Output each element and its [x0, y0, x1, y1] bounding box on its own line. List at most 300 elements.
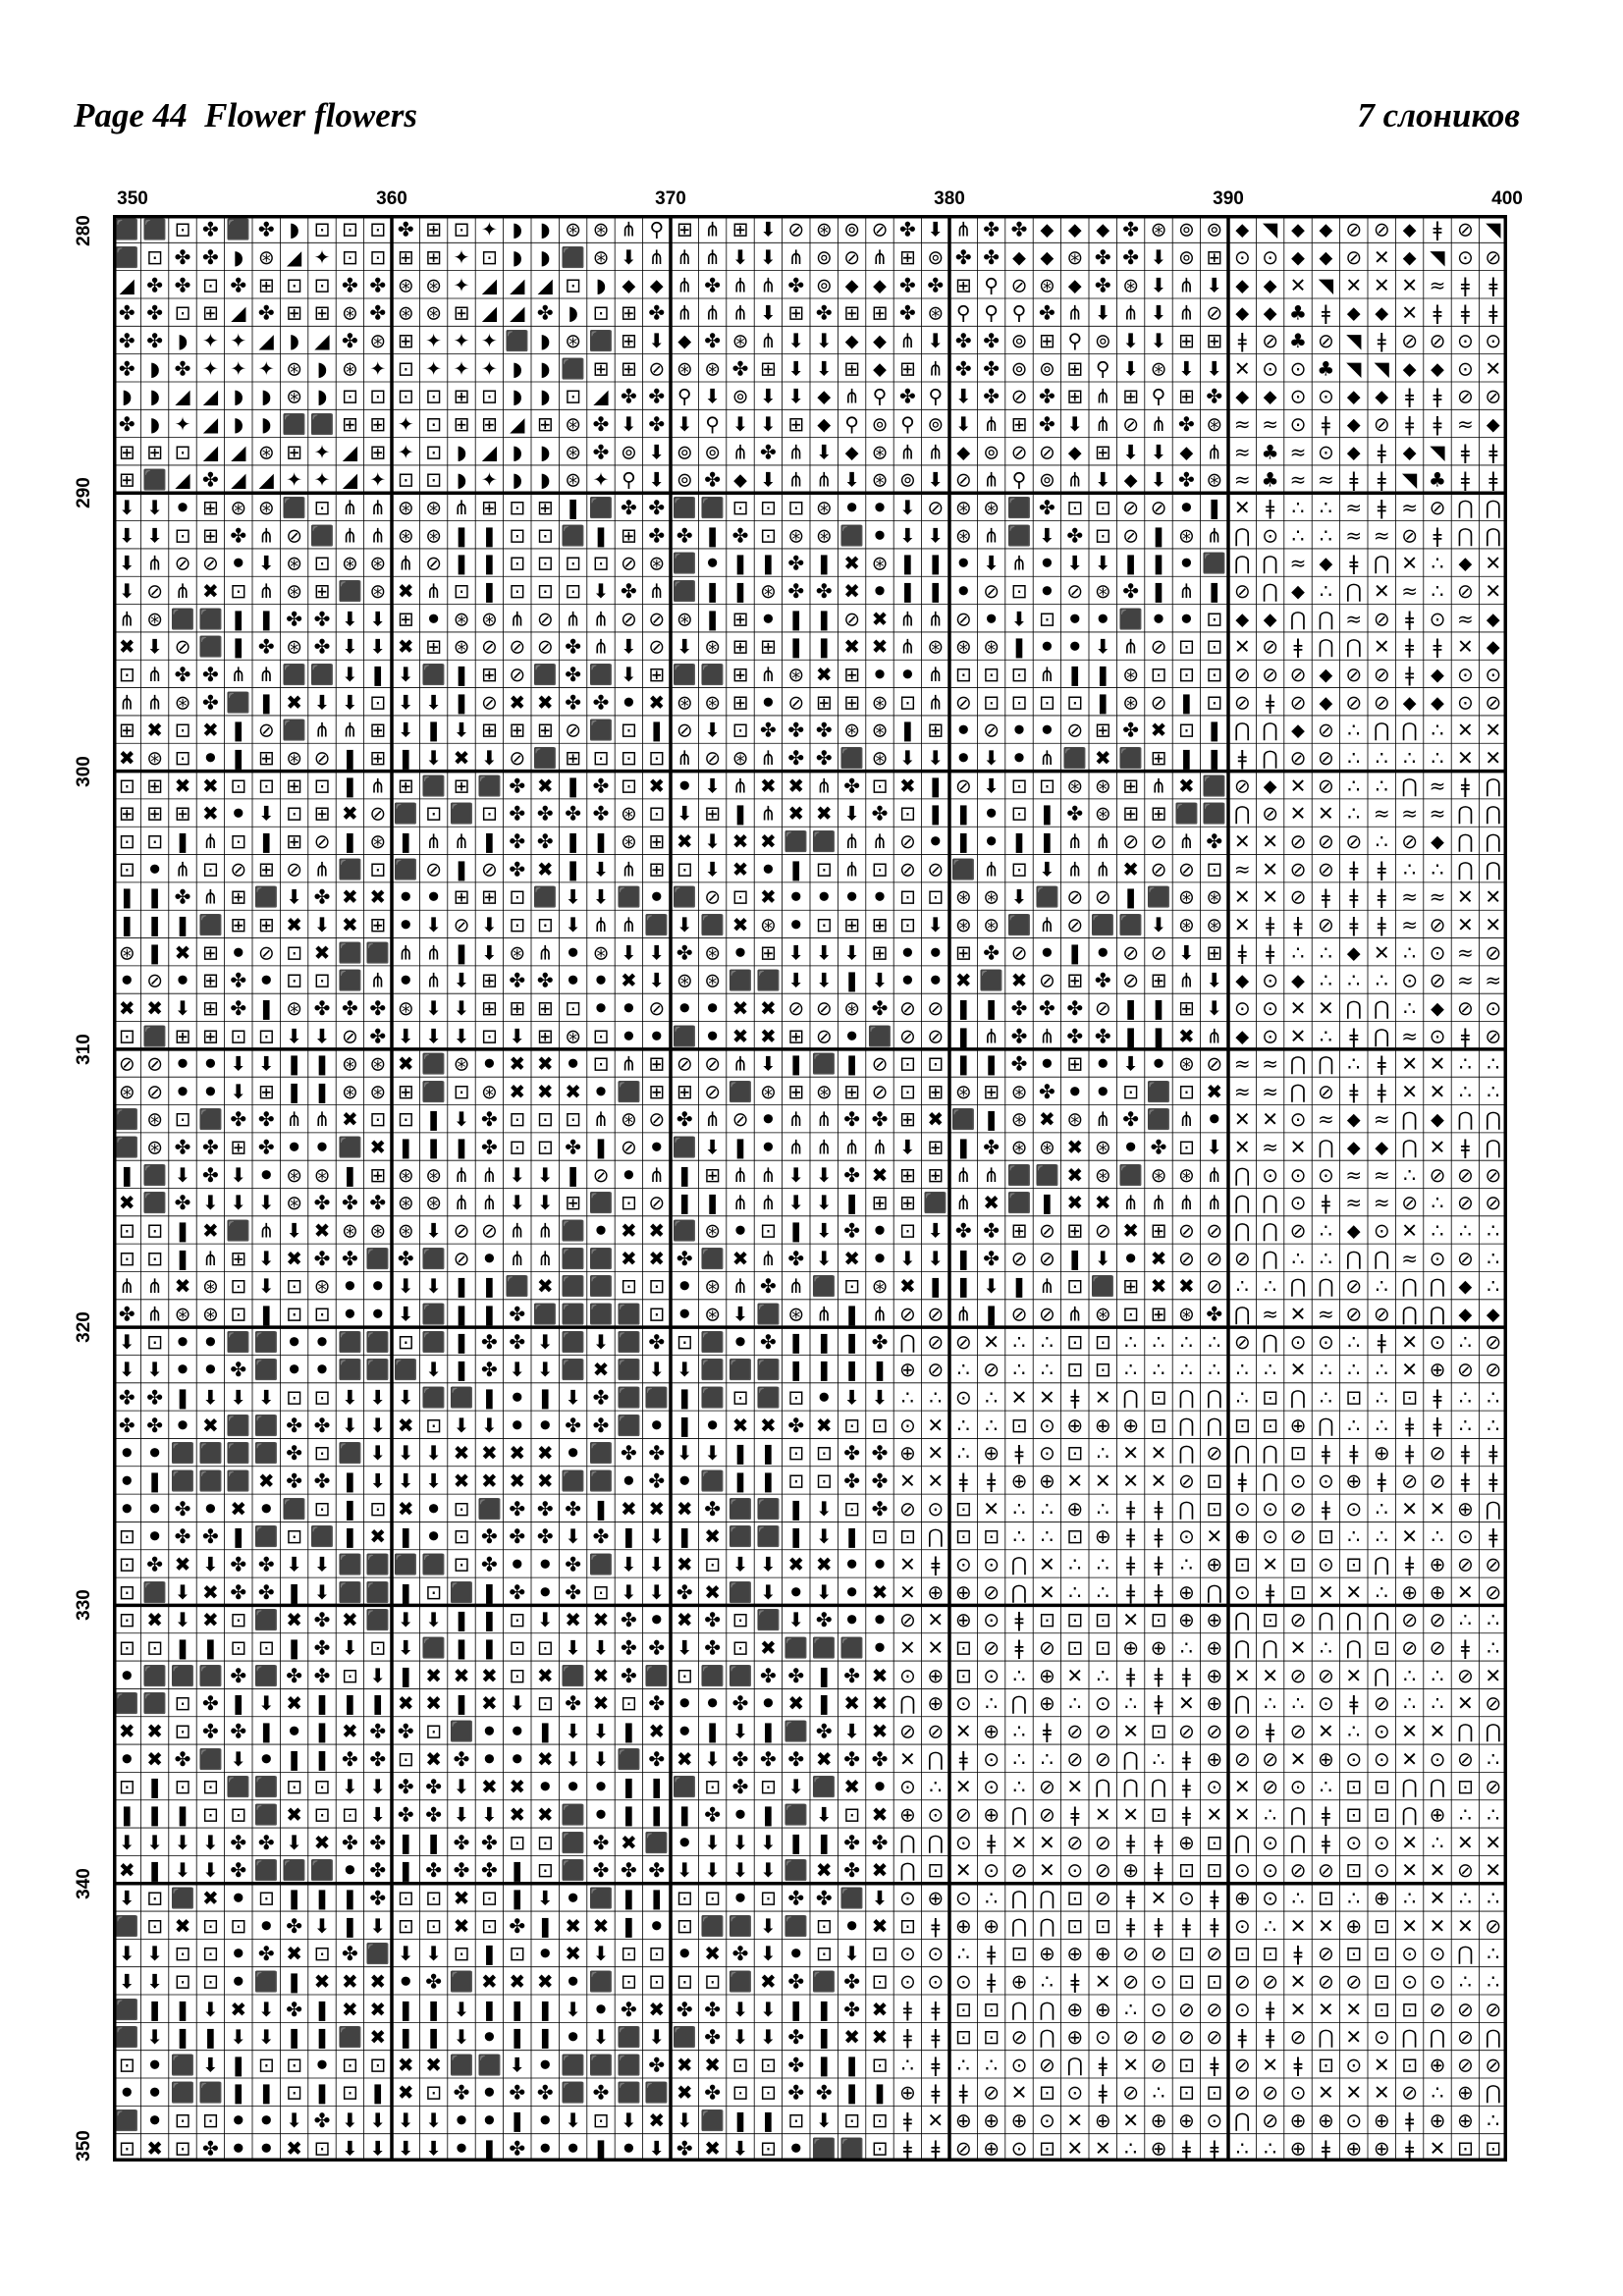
svg-text:⊙: ⊙: [1233, 1913, 1251, 1938]
svg-text:⊡: ⊡: [174, 1691, 191, 1716]
svg-text:⚫: ⚫: [146, 857, 163, 881]
svg-text:✕: ✕: [954, 1858, 972, 1883]
svg-text:✖: ✖: [787, 1691, 805, 1716]
svg-text:⋔: ⋔: [927, 662, 945, 686]
svg-text:✖: ✖: [509, 690, 526, 715]
svg-text:⊙: ⊙: [1485, 329, 1502, 353]
svg-text:✖: ✖: [286, 1802, 302, 1827]
svg-text:⚫: ⚫: [481, 1246, 498, 1270]
svg-text:❚: ❚: [453, 1358, 470, 1382]
svg-text:⊡: ⊡: [1289, 1441, 1307, 1466]
svg-text:⬇: ⬇: [202, 1997, 219, 2021]
svg-text:ǂ: ǂ: [1266, 1997, 1275, 2021]
svg-text:❚: ❚: [257, 828, 275, 853]
svg-text:⬛: ⬛: [672, 1218, 697, 1243]
svg-text:✕: ✕: [1457, 1691, 1474, 1716]
svg-text:⬇: ⬇: [1122, 1051, 1139, 1076]
svg-text:⋂: ⋂: [1485, 1135, 1502, 1159]
svg-text:⋔: ⋔: [1178, 1191, 1195, 1215]
svg-text:⬇: ⬇: [1094, 551, 1111, 575]
svg-text:ǂ: ǂ: [1210, 2053, 1219, 2077]
svg-text:✤: ✤: [1066, 523, 1084, 548]
svg-text:∴: ∴: [1403, 1162, 1416, 1187]
svg-text:⚫: ⚫: [676, 1302, 693, 1326]
svg-text:✕: ✕: [1233, 1802, 1251, 1827]
svg-text:⬇: ⬇: [621, 940, 637, 965]
svg-text:ǂ: ǂ: [1293, 1942, 1303, 1966]
svg-text:⊛: ⊛: [787, 1302, 805, 1326]
svg-text:⊕: ⊕: [954, 1913, 972, 1938]
svg-text:⬛: ⬛: [672, 551, 697, 575]
svg-text:⬛: ⬛: [1090, 1274, 1115, 1299]
svg-text:⊡: ⊡: [983, 2025, 1000, 2050]
svg-text:⊛: ⊛: [425, 300, 442, 325]
svg-text:⋂: ⋂: [1262, 1246, 1278, 1270]
svg-text:⋂: ⋂: [899, 1691, 916, 1716]
svg-text:♣: ♣: [1289, 329, 1307, 353]
svg-text:⊘: ⊘: [1066, 884, 1084, 909]
svg-text:❚: ❚: [704, 579, 721, 604]
svg-text:⚫: ⚫: [621, 1468, 637, 1493]
svg-text:⊙: ⊙: [899, 1942, 916, 1966]
svg-text:⊡: ⊡: [1122, 1079, 1139, 1103]
svg-text:❚: ❚: [621, 1802, 637, 1827]
svg-text:⬇: ⬇: [731, 1997, 749, 2021]
svg-text:⋔: ⋔: [760, 1191, 777, 1215]
svg-text:✤: ✤: [1066, 801, 1084, 826]
svg-text:⬛: ⬛: [142, 1162, 168, 1187]
svg-text:✤: ✤: [313, 995, 331, 1020]
svg-text:⊞: ⊞: [202, 496, 219, 520]
svg-text:⊡: ⊡: [1178, 1858, 1195, 1883]
svg-text:⊚: ⊚: [871, 412, 889, 437]
svg-text:⊛: ⊛: [286, 551, 302, 575]
svg-text:✤: ✤: [230, 1830, 247, 1854]
svg-text:⊡: ⊡: [676, 1969, 693, 1994]
svg-text:⬛: ⬛: [755, 1358, 781, 1382]
svg-text:⊘: ⊘: [1233, 774, 1251, 798]
svg-text:⊡: ⊡: [174, 217, 191, 241]
svg-text:⊘: ⊘: [313, 745, 331, 770]
svg-text:⋔: ⋔: [453, 828, 470, 853]
svg-text:⬛: ⬛: [1202, 774, 1227, 798]
svg-text:✦: ✦: [313, 440, 331, 464]
svg-text:⊘: ⊘: [954, 774, 972, 798]
svg-text:⬛: ⬛: [700, 1329, 726, 1354]
svg-text:⊘: ⊘: [1429, 1441, 1446, 1466]
svg-text:⋂: ⋂: [1262, 745, 1278, 770]
svg-text:⬛: ⬛: [365, 1246, 391, 1270]
svg-text:⬇: ⬇: [815, 1162, 833, 1187]
svg-text:⋂: ⋂: [1345, 1246, 1363, 1270]
svg-text:⬇: ⬇: [815, 440, 833, 464]
svg-text:⊘: ⊘: [481, 634, 498, 659]
svg-text:◗: ◗: [233, 412, 244, 437]
svg-text:⊛: ⊛: [342, 1051, 358, 1076]
svg-text:ǂ: ǂ: [1014, 1441, 1024, 1466]
svg-text:⊡: ⊡: [704, 1775, 721, 1799]
svg-text:⊛: ⊛: [954, 496, 972, 520]
svg-text:⊘: ⊘: [1457, 1358, 1474, 1382]
svg-text:✕: ✕: [1318, 801, 1334, 826]
svg-text:⊛: ⊛: [118, 940, 135, 965]
svg-text:⚫: ⚫: [118, 1746, 135, 1771]
svg-text:⊡: ⊡: [1010, 662, 1028, 686]
svg-text:∴: ∴: [1235, 1274, 1249, 1299]
svg-text:✕: ✕: [1122, 2109, 1139, 2133]
svg-text:✤: ✤: [509, 857, 526, 881]
svg-text:⋔: ⋔: [704, 1107, 721, 1132]
svg-text:⊙: ⊙: [1373, 1830, 1390, 1854]
svg-text:⋔: ⋔: [731, 273, 749, 297]
svg-text:✤: ✤: [1010, 1024, 1028, 1048]
svg-text:⊙: ⊙: [1485, 662, 1502, 686]
svg-text:⋂: ⋂: [1233, 718, 1251, 742]
svg-text:⊙: ⊙: [899, 1886, 916, 1910]
svg-text:❚: ❚: [536, 1913, 554, 1938]
svg-text:⬛: ⬛: [253, 1608, 279, 1632]
svg-text:❚: ❚: [174, 1385, 191, 1410]
svg-text:⋔: ⋔: [983, 412, 1000, 437]
svg-text:⊕: ⊕: [1122, 1858, 1139, 1883]
svg-text:✖: ✖: [843, 2025, 860, 2050]
svg-text:◗: ◗: [316, 356, 328, 381]
svg-text:⊘: ⊘: [1206, 1719, 1223, 1743]
svg-text:≈: ≈: [1373, 1191, 1390, 1215]
svg-text:⊡: ⊡: [1373, 1635, 1390, 1660]
svg-text:⬛: ⬛: [811, 2136, 837, 2161]
svg-text:∴: ∴: [1431, 718, 1444, 742]
svg-text:⊘: ⊘: [1289, 1858, 1307, 1883]
svg-text:⊕: ⊕: [1178, 1579, 1195, 1604]
svg-text:⊙: ⊙: [1318, 1691, 1334, 1716]
svg-text:✤: ✤: [230, 1719, 247, 1743]
svg-text:ǂ: ǂ: [1433, 634, 1442, 659]
svg-text:⬛: ⬛: [755, 1524, 781, 1549]
svg-text:⊡: ⊡: [787, 1385, 805, 1410]
svg-text:⬇: ⬇: [174, 1608, 191, 1632]
svg-text:✕: ✕: [1233, 884, 1251, 909]
svg-text:❚: ❚: [787, 1496, 805, 1521]
svg-text:⬇: ⬇: [286, 1024, 302, 1048]
svg-text:⊡: ⊡: [118, 1775, 135, 1799]
svg-text:∴: ∴: [1152, 1329, 1165, 1354]
svg-text:⋔: ⋔: [1150, 1191, 1167, 1215]
svg-text:✕: ✕: [1289, 1969, 1307, 1994]
svg-text:✕: ✕: [1485, 1663, 1502, 1687]
svg-text:✤: ✤: [1206, 384, 1223, 408]
svg-text:⬇: ⬇: [760, 1552, 777, 1576]
svg-text:✖: ✖: [1178, 1024, 1195, 1048]
svg-text:⋂: ⋂: [1318, 1274, 1334, 1299]
svg-text:⊛: ⊛: [1178, 523, 1195, 548]
svg-text:⊛: ⊛: [369, 579, 387, 604]
svg-text:✤: ✤: [1039, 995, 1055, 1020]
svg-text:⊡: ⊡: [676, 1329, 693, 1354]
svg-text:∴: ∴: [1320, 496, 1332, 520]
svg-text:⋂: ⋂: [1206, 1413, 1223, 1437]
svg-text:⬇: ⬇: [760, 384, 777, 408]
svg-text:⊘: ⊘: [1122, 1969, 1139, 1994]
svg-text:✖: ✖: [369, 2025, 387, 2050]
svg-text:✖: ✖: [648, 774, 666, 798]
svg-text:⊡: ⊡: [536, 1135, 554, 1159]
svg-text:✤: ✤: [342, 1246, 358, 1270]
svg-text:✤: ✤: [202, 1524, 219, 1549]
svg-text:⬛: ⬛: [588, 1969, 614, 1994]
svg-text:⊡: ⊡: [592, 1024, 610, 1048]
svg-text:⊛: ⊛: [1178, 884, 1195, 909]
svg-text:≈: ≈: [1233, 412, 1251, 437]
svg-text:✦: ✦: [397, 440, 414, 464]
svg-text:⋔: ⋔: [1178, 968, 1195, 992]
svg-text:⊙: ⊙: [1289, 1162, 1307, 1187]
svg-text:❚: ❚: [676, 1191, 693, 1215]
svg-text:✤: ✤: [313, 1635, 331, 1660]
svg-text:❚: ❚: [536, 1997, 554, 2021]
svg-text:⊡: ⊡: [648, 1969, 666, 1994]
svg-text:❚: ❚: [983, 1051, 1000, 1076]
svg-text:⊛: ⊛: [871, 467, 889, 492]
svg-text:⬛: ⬛: [561, 1858, 586, 1883]
svg-text:⊚: ⊚: [1010, 329, 1028, 353]
svg-text:ǂ: ǂ: [1321, 2136, 1330, 2161]
svg-text:⚫: ⚫: [704, 1413, 721, 1437]
svg-text:❚: ❚: [286, 1886, 302, 1910]
svg-text:⊡: ⊡: [118, 1246, 135, 1270]
svg-text:⬇: ⬇: [1150, 300, 1167, 325]
svg-text:⬛: ⬛: [114, 1691, 139, 1716]
svg-text:∴: ∴: [1320, 1635, 1332, 1660]
svg-text:⬛: ⬛: [421, 1302, 447, 1326]
svg-text:❚: ❚: [509, 2109, 526, 2133]
svg-text:✤: ✤: [648, 2053, 666, 2077]
svg-text:⊘: ⊘: [146, 1079, 163, 1103]
svg-text:✕: ✕: [1289, 1913, 1307, 1938]
svg-text:⬛: ⬛: [839, 745, 865, 770]
svg-text:⊡: ⊡: [1178, 634, 1195, 659]
svg-text:❚: ❚: [453, 940, 470, 965]
svg-text:◗: ◗: [539, 440, 551, 464]
svg-text:⊡: ⊡: [1010, 1942, 1028, 1966]
svg-text:⬇: ⬇: [481, 912, 498, 936]
svg-text:⬛: ⬛: [1118, 912, 1144, 936]
svg-text:✤: ✤: [843, 1107, 860, 1132]
svg-text:⚫: ⚫: [592, 995, 610, 1020]
svg-text:⊘: ⊘: [1429, 1162, 1446, 1187]
svg-text:✖: ✖: [983, 1191, 1000, 1215]
svg-text:⊡: ⊡: [871, 2053, 889, 2077]
svg-text:⋔: ⋔: [1178, 828, 1195, 853]
svg-text:⊡: ⊡: [286, 2053, 302, 2077]
svg-text:♣: ♣: [1261, 440, 1279, 464]
svg-text:❚: ❚: [954, 995, 972, 1020]
svg-text:∴: ∴: [1264, 1358, 1276, 1382]
row-label: 320: [74, 1311, 94, 1343]
svg-text:❚: ❚: [230, 607, 247, 631]
svg-text:∴: ∴: [1403, 1691, 1416, 1716]
svg-text:∴: ∴: [1012, 1524, 1026, 1549]
svg-text:✦: ✦: [397, 412, 414, 437]
svg-text:⊘: ⊘: [1457, 1663, 1474, 1687]
svg-text:✖: ✖: [871, 1579, 889, 1604]
svg-text:⬛: ⬛: [644, 912, 670, 936]
svg-text:⚫: ⚫: [787, 1942, 805, 1966]
svg-text:⊡: ⊡: [397, 1913, 414, 1938]
svg-text:⬛: ⬛: [142, 467, 168, 492]
svg-text:⬇: ⬇: [899, 1246, 916, 1270]
svg-text:⬛: ⬛: [867, 1024, 893, 1048]
svg-text:✖: ✖: [286, 690, 302, 715]
svg-text:∴: ∴: [1431, 1830, 1444, 1854]
svg-text:✖: ✖: [899, 1274, 916, 1299]
svg-text:⬇: ⬇: [648, 2136, 666, 2161]
svg-text:⋔: ⋔: [592, 634, 610, 659]
svg-text:⚫: ⚫: [843, 1024, 860, 1048]
svg-text:⊛: ⊛: [1094, 1135, 1111, 1159]
svg-text:⬛: ⬛: [1006, 1191, 1032, 1215]
svg-text:⚫: ⚫: [1066, 634, 1084, 659]
svg-text:⬛: ⬛: [142, 1663, 168, 1687]
svg-text:⊕: ⊕: [1150, 2136, 1167, 2161]
svg-text:⬇: ⬇: [815, 1246, 833, 1270]
svg-text:⊡: ⊡: [760, 2053, 777, 2077]
svg-text:⊡: ⊡: [118, 1552, 135, 1576]
svg-text:∴: ∴: [1124, 1997, 1137, 2021]
svg-text:⬇: ⬇: [815, 1524, 833, 1549]
svg-text:✖: ✖: [118, 1719, 135, 1743]
svg-text:⬇: ⬇: [760, 1858, 777, 1883]
svg-text:✤: ✤: [592, 440, 610, 464]
svg-text:⊘: ⊘: [927, 1302, 945, 1326]
svg-text:⊞: ⊞: [731, 690, 749, 715]
svg-text:⊙: ⊙: [1289, 412, 1307, 437]
svg-text:⬇: ⬇: [704, 1830, 721, 1854]
svg-text:✤: ✤: [230, 1858, 247, 1883]
svg-text:⊛: ⊛: [453, 607, 470, 631]
svg-text:⚫: ⚫: [118, 1468, 135, 1493]
svg-text:⊙: ⊙: [1345, 2109, 1363, 2133]
svg-text:⋂: ⋂: [1429, 2025, 1446, 2050]
svg-text:✖: ✖: [425, 1746, 442, 1771]
svg-text:✤: ✤: [648, 1858, 666, 1883]
svg-text:∴: ∴: [1431, 2080, 1444, 2105]
svg-text:⊘: ⊘: [1429, 1468, 1446, 1493]
svg-text:✕: ✕: [1066, 2136, 1084, 2161]
svg-text:ǂ: ǂ: [1154, 1691, 1163, 1716]
svg-text:⬛: ⬛: [226, 1775, 251, 1799]
svg-text:⚫: ⚫: [592, 1775, 610, 1799]
svg-text:⬇: ⬇: [871, 1886, 889, 1910]
svg-text:⊘: ⊘: [704, 1079, 721, 1103]
svg-text:⊛: ⊛: [815, 523, 833, 548]
svg-text:❚: ❚: [509, 1858, 526, 1883]
svg-text:❚: ❚: [286, 1969, 302, 1994]
svg-text:✕: ✕: [899, 1552, 916, 1576]
svg-text:⊡: ⊡: [621, 1191, 637, 1215]
svg-text:⊘: ⊘: [1457, 579, 1474, 604]
svg-text:∴: ∴: [956, 1942, 970, 1966]
svg-text:ǂ: ǂ: [1210, 2136, 1219, 2161]
svg-text:✤: ✤: [1094, 1024, 1111, 1048]
svg-text:∴: ∴: [1180, 1329, 1193, 1354]
svg-text:✤: ✤: [1094, 245, 1111, 270]
svg-text:⚫: ⚫: [621, 1162, 637, 1187]
svg-text:✖: ✖: [286, 1942, 302, 1966]
svg-text:⊘: ⊘: [1094, 884, 1111, 909]
svg-text:⊞: ⊞: [369, 412, 387, 437]
svg-text:⬛: ⬛: [839, 523, 865, 548]
svg-text:✖: ✖: [536, 1663, 554, 1687]
svg-text:⬇: ⬇: [118, 551, 135, 575]
svg-text:⊡: ⊡: [760, 1218, 777, 1243]
svg-text:∴: ∴: [1320, 1775, 1332, 1799]
svg-text:ǂ: ǂ: [1266, 1719, 1275, 1743]
svg-text:⬥: ⬥: [1040, 217, 1055, 241]
svg-text:⋔: ⋔: [425, 940, 442, 965]
svg-text:❚: ❚: [257, 607, 275, 631]
svg-text:✤: ✤: [257, 1107, 275, 1132]
svg-text:⬇: ⬇: [1206, 273, 1223, 297]
svg-text:⊘: ⊘: [1206, 1274, 1223, 1299]
svg-text:⊘: ⊘: [1429, 496, 1446, 520]
svg-text:∴: ∴: [1347, 1719, 1361, 1743]
svg-text:⚫: ⚫: [286, 1329, 302, 1354]
svg-text:⬇: ⬇: [704, 1746, 721, 1771]
svg-text:⋔: ⋔: [760, 801, 777, 826]
svg-text:ǂ: ǂ: [1488, 1441, 1498, 1466]
svg-text:⬛: ⬛: [170, 1886, 195, 1910]
svg-text:⬛: ⬛: [253, 884, 279, 909]
svg-text:✖: ✖: [621, 1830, 637, 1854]
svg-text:⬥: ⬥: [1431, 662, 1444, 686]
svg-text:⋔: ⋔: [369, 968, 387, 992]
svg-text:⊡: ⊡: [1178, 1942, 1195, 1966]
svg-text:⚫: ⚫: [565, 1441, 581, 1466]
svg-text:⊡: ⊡: [202, 1969, 219, 1994]
svg-text:✤: ✤: [397, 1246, 414, 1270]
svg-text:⋂: ⋂: [1094, 1775, 1111, 1799]
svg-text:⊘: ⊘: [648, 607, 666, 631]
svg-text:⊕: ⊕: [899, 1441, 916, 1466]
svg-text:⊞: ⊞: [648, 1079, 666, 1103]
svg-text:✤: ✤: [425, 1775, 442, 1799]
svg-text:⊙: ⊙: [1289, 2080, 1307, 2105]
svg-text:⊙: ⊙: [1318, 1329, 1334, 1354]
svg-text:∴: ∴: [1320, 1358, 1332, 1382]
svg-text:⬛: ⬛: [226, 1441, 251, 1466]
svg-text:✖: ✖: [843, 1246, 860, 1270]
svg-text:⋂: ⋂: [1010, 1802, 1028, 1827]
svg-text:⬛: ⬛: [421, 1329, 447, 1354]
svg-text:⬛: ⬛: [561, 523, 586, 548]
svg-text:⊘: ⊘: [1318, 745, 1334, 770]
svg-text:⬇: ⬇: [648, 940, 666, 965]
svg-text:⬇: ⬇: [760, 412, 777, 437]
svg-text:⊘: ⊘: [927, 995, 945, 1020]
svg-text:⊛: ⊛: [704, 968, 721, 992]
svg-text:⋔: ⋔: [1010, 551, 1028, 575]
svg-text:⊞: ⊞: [118, 467, 135, 492]
svg-text:⊕: ⊕: [1429, 1552, 1446, 1576]
svg-text:⊘: ⊘: [1401, 1635, 1418, 1660]
svg-text:✦: ✦: [481, 467, 498, 492]
svg-text:⋔: ⋔: [313, 718, 331, 742]
svg-text:❚: ❚: [1039, 801, 1055, 826]
svg-text:⊛: ⊛: [369, 828, 387, 853]
svg-text:❚: ❚: [927, 801, 945, 826]
svg-text:⊘: ⊘: [1318, 1079, 1334, 1103]
